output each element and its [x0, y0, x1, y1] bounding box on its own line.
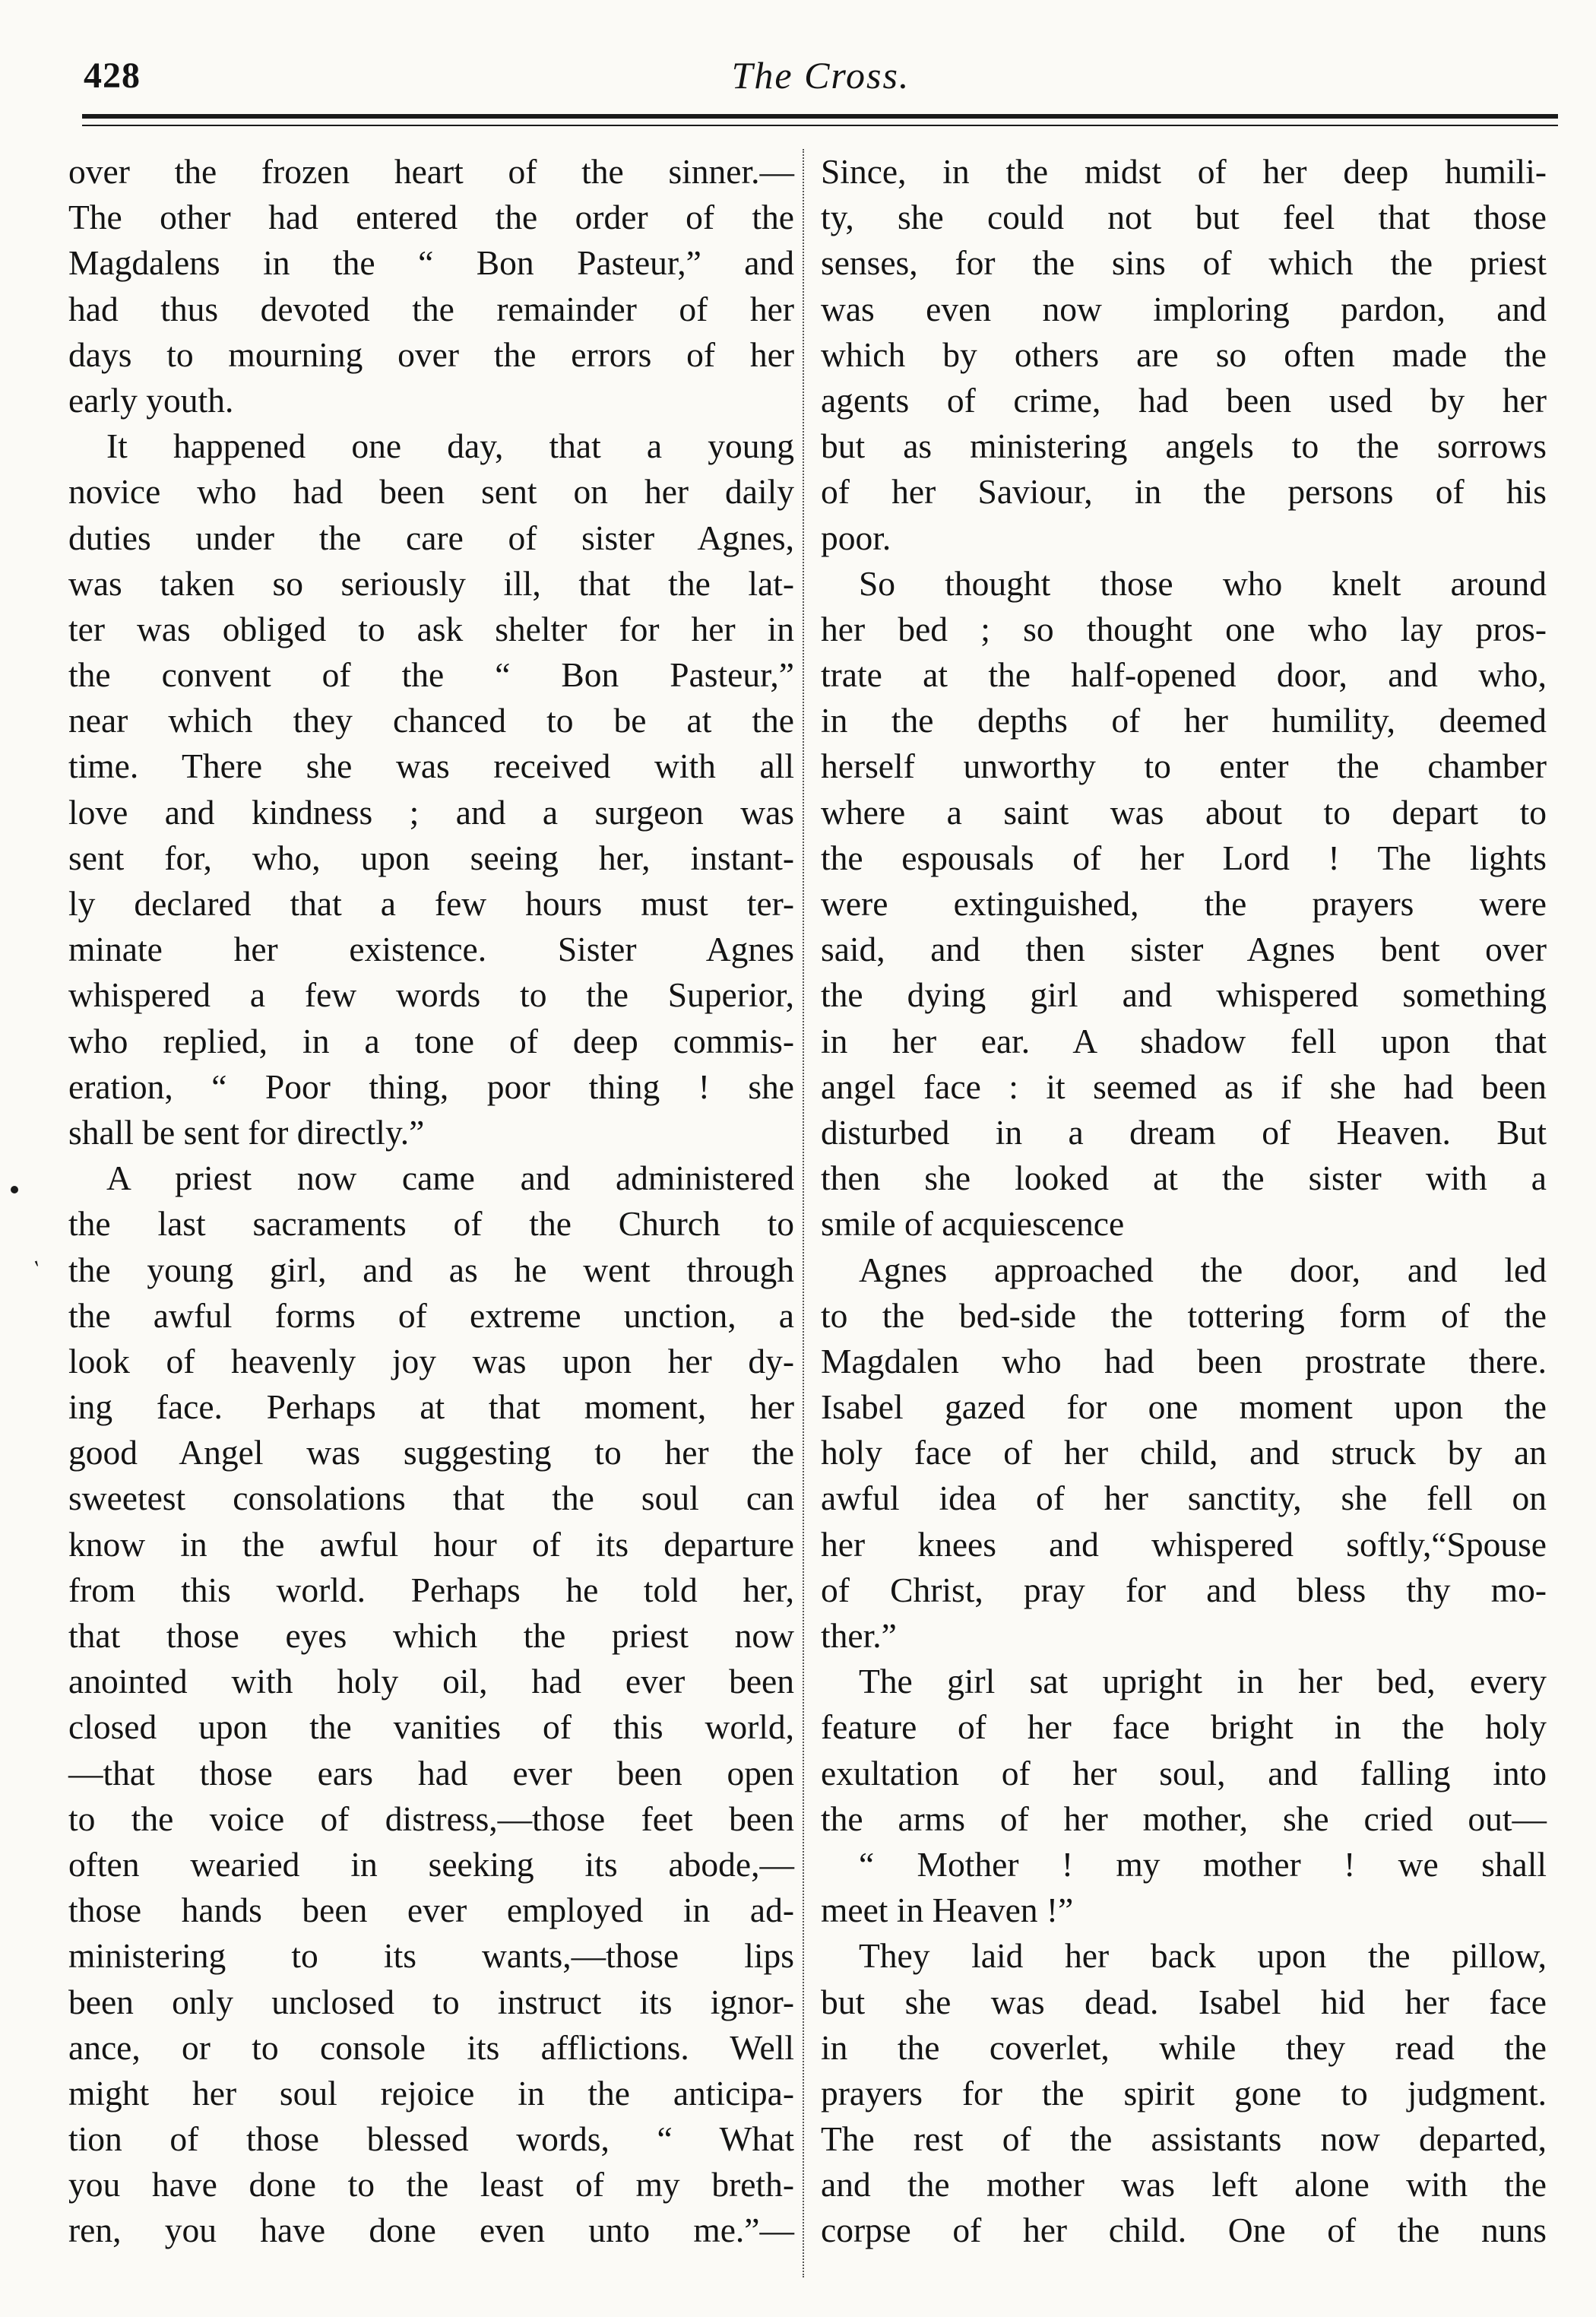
text-line: A priest now came and administered — [106, 1158, 794, 1198]
text-line: shall be sent for directly.” — [68, 1112, 425, 1152]
text-line: sent for, who, upon seeing her, instant- — [68, 838, 794, 877]
text-line: whispered a few words to the Superior, — [68, 975, 794, 1015]
text-line: days to mourning over the errors of her — [68, 334, 794, 374]
text-line: the arms of her mother, she cried out— — [821, 1799, 1547, 1838]
right-text-column — [821, 149, 1547, 2277]
text-line: prayers for the spirit gone to judgment. — [821, 2073, 1547, 2113]
text-line: ing face. Perhaps at that moment, her — [68, 1387, 794, 1427]
text-line: smile of acquiescence — [821, 1204, 1125, 1244]
text-line: minate her existence. Sister Agnes — [68, 930, 794, 969]
text-line: of Christ, pray for and bless thy mo- — [821, 1570, 1547, 1609]
text-line: awful idea of her sanctity, she fell on — [821, 1479, 1547, 1518]
text-line: —that those ears had ever been open — [68, 1753, 794, 1792]
text-line: The other had entered the order of the — [68, 198, 794, 237]
text-line: that those eyes which the priest now — [68, 1616, 794, 1655]
text-line: eration, “ Poor thing, poor thing ! she — [68, 1067, 794, 1106]
text-line: novice who had been sent on her daily — [68, 472, 794, 512]
text-line: feature of her face bright in the holy — [821, 1707, 1547, 1747]
text-line: good Angel was suggesting to her the — [68, 1433, 794, 1472]
text-line: the espousals of her Lord ! The lights — [821, 838, 1547, 877]
margin-tick-mark: ' — [32, 1256, 45, 1281]
text-line: anointed with holy oil, had ever been — [68, 1662, 794, 1701]
text-line: Agnes approached the door, and led — [859, 1250, 1547, 1289]
text-line: were extinguished, the prayers were — [821, 884, 1547, 923]
text-line: the convent of the “ Bon Pasteur,” — [68, 655, 794, 695]
text-line: sweetest consolations that the soul can — [68, 1479, 794, 1518]
text-line: but as ministering angels to the sorrows — [821, 426, 1547, 466]
text-line: ly declared that a few hours must ter- — [68, 884, 794, 923]
text-line: So thought those who knelt around — [859, 563, 1547, 603]
text-line: the young girl, and as he went through — [68, 1250, 794, 1289]
text-line: herself unworthy to enter the chamber — [821, 746, 1547, 786]
text-line: in the depths of her humility, deemed — [821, 701, 1547, 740]
text-line: but she was dead. Isabel hid her face — [821, 1982, 1547, 2021]
page-number: 428 — [84, 55, 141, 96]
text-line: agents of crime, had been used by her — [821, 380, 1547, 420]
text-line: The girl sat upright in her bed, every — [859, 1662, 1547, 1701]
text-line: which by others are so often made the — [821, 334, 1547, 374]
page-header — [84, 47, 1558, 108]
text-line: in her ear. A shadow fell upon that — [821, 1021, 1547, 1060]
text-line: might her soul rejoice in the anticipa- — [68, 2073, 794, 2113]
text-line: They laid her back upon the pillow, — [859, 1936, 1547, 1976]
text-line: corpse of her child. One of the nuns — [821, 2211, 1547, 2250]
text-line: the dying girl and whispered something — [821, 975, 1547, 1015]
text-line: Magdalens in the “ Bon Pasteur,” and — [68, 243, 794, 283]
text-line: said, and then sister Agnes bent over — [821, 930, 1547, 969]
text-line: to the voice of distress,—those feet been — [68, 1799, 794, 1838]
left-text-column — [68, 149, 794, 2277]
text-line: holy face of her child, and struck by an — [821, 1433, 1547, 1472]
text-line: Isabel gazed for one moment upon the — [821, 1387, 1547, 1427]
text-line: The rest of the assistants now departed, — [821, 2119, 1547, 2159]
text-line: ther.” — [821, 1616, 897, 1655]
text-line: ministering to its wants,—those lips — [68, 1936, 794, 1976]
text-line: ren, you have done even unto me.”— — [68, 2211, 794, 2250]
text-line: and the mother was left alone with the — [821, 2165, 1547, 2204]
text-line: was even now imploring pardon, and — [821, 289, 1547, 328]
text-line: you have done to the least of my breth- — [68, 2165, 794, 2204]
text-line: over the frozen heart of the sinner.— — [68, 152, 794, 191]
text-line: Since, in the midst of her deep humili- — [821, 152, 1547, 191]
text-line: who replied, in a tone of deep commis- — [68, 1021, 794, 1060]
text-line: those hands been ever employed in ad- — [68, 1891, 794, 1930]
text-line: where a saint was about to depart to — [821, 792, 1547, 832]
text-line: was taken so seriously ill, that the lat- — [68, 563, 794, 603]
text-line: duties under the care of sister Agnes, — [68, 518, 794, 557]
text-line: disturbed in a dream of Heaven. But — [821, 1112, 1547, 1152]
text-line: senses, for the sins of which the priest — [821, 243, 1547, 283]
text-line: in the coverlet, while they read the — [821, 2027, 1547, 2067]
text-line: trate at the half-opened door, and who, — [821, 655, 1547, 695]
text-line: early youth. — [68, 380, 234, 420]
text-line: ty, she could not but feel that those — [821, 198, 1547, 237]
text-line: of her Saviour, in the persons of his — [821, 472, 1547, 512]
text-line: to the bed-side the tottering form of the — [821, 1295, 1547, 1335]
text-line: had thus devoted the remainder of her — [68, 289, 794, 328]
text-line: her knees and whispered softly,“Spouse — [821, 1524, 1547, 1564]
running-title: The Cross. — [731, 54, 910, 97]
text-line: poor. — [821, 518, 891, 557]
text-line: exultation of her soul, and falling into — [821, 1753, 1547, 1792]
text-line: tion of those blessed words, “ What — [68, 2119, 794, 2159]
text-line: angel face : it seemed as if she had been — [821, 1067, 1547, 1106]
text-line: the last sacraments of the Church to — [68, 1204, 794, 1244]
text-line: Magdalen who had been prostrate there. — [821, 1341, 1547, 1380]
text-line: look of heavenly joy was upon her dy- — [68, 1341, 794, 1380]
header-rule-thin — [82, 125, 1558, 126]
text-line: love and kindness ; and a surgeon was — [68, 792, 794, 832]
text-line: closed upon the vanities of this world, — [68, 1707, 794, 1747]
header-rule-thick — [82, 114, 1558, 119]
text-line: know in the awful hour of its departure — [68, 1524, 794, 1564]
margin-ink-dot — [11, 1186, 18, 1193]
text-line: “ Mother ! my mother ! we shall — [859, 1844, 1547, 1884]
text-line: her bed ; so thought one who lay pros- — [821, 609, 1547, 648]
text-line: It happened one day, that a young — [106, 426, 794, 466]
text-line: ance, or to console its afflictions. Well — [68, 2027, 794, 2067]
text-line: then she looked at the sister with a — [821, 1158, 1547, 1198]
column-divider — [803, 149, 804, 2277]
text-line: often wearied in seeking its abode,— — [68, 1844, 794, 1884]
text-line: been only unclosed to instruct its ignor- — [68, 1982, 794, 2021]
text-line: near which they chanced to be at the — [68, 701, 794, 740]
text-line: from this world. Perhaps he told her, — [68, 1570, 794, 1609]
text-line: time. There she was received with all — [68, 746, 794, 786]
text-line: meet in Heaven !” — [821, 1891, 1074, 1930]
text-line: the awful forms of extreme unction, a — [68, 1295, 794, 1335]
text-line: ter was obliged to ask shelter for her in — [68, 609, 794, 648]
